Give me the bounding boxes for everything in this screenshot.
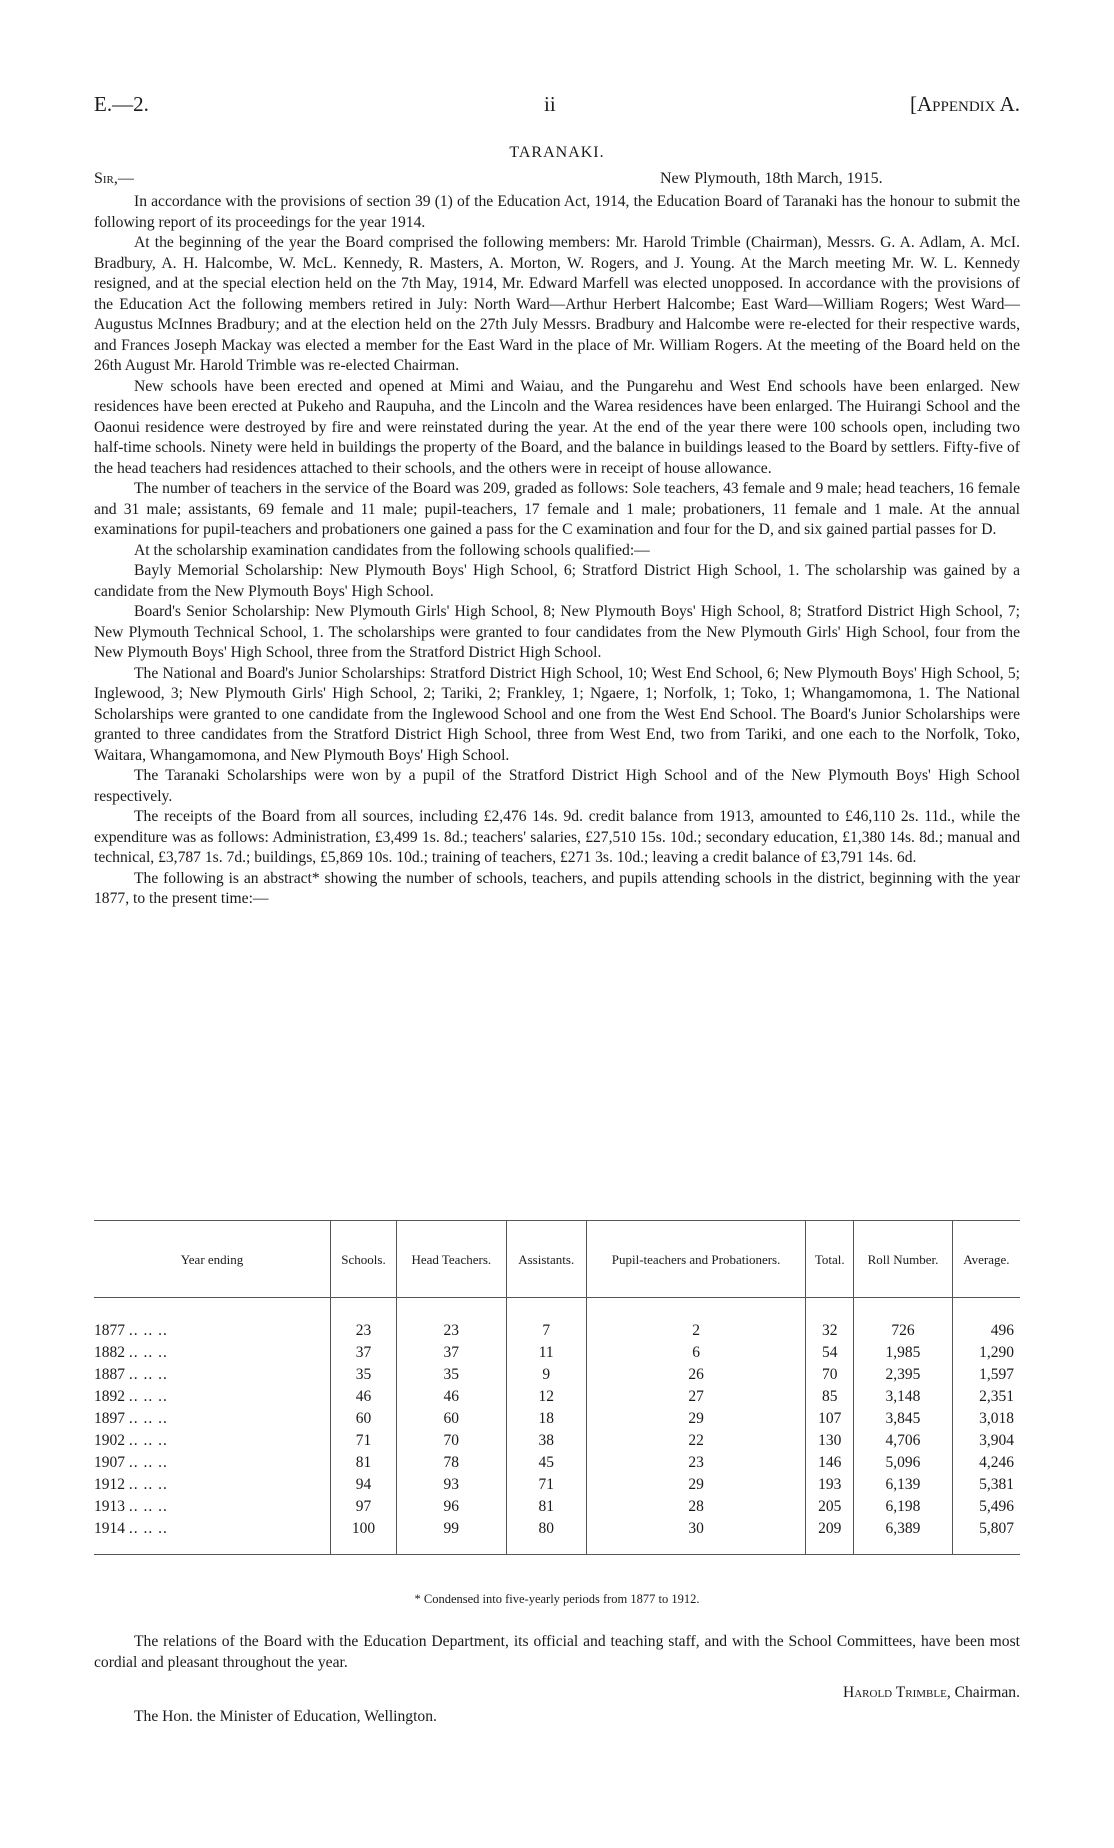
cell-head-teachers: 99 bbox=[397, 1518, 507, 1555]
cell-average: 5,807 bbox=[952, 1518, 1020, 1555]
cell-assistants: 9 bbox=[506, 1364, 586, 1386]
cell-pupil-teachers: 29 bbox=[586, 1408, 805, 1430]
cell-assistants: 45 bbox=[506, 1452, 586, 1474]
dot-leader: .. .. .. bbox=[128, 1520, 168, 1537]
cell-total: 193 bbox=[806, 1474, 854, 1496]
cell-roll-number: 6,198 bbox=[854, 1496, 953, 1518]
paragraph: At the scholarship examination candidates from the following schools qualified:— bbox=[134, 541, 650, 559]
statistics-table bbox=[94, 1220, 1020, 1555]
closing-paragraph bbox=[94, 1632, 1020, 1673]
table-row bbox=[94, 1408, 1020, 1430]
paragraph: The National and Board's Junior Scholarships: Stratford District High School, 10; West End School, 6; New Plymouth Boys' High School, 5; Inglewood, 3; New Plymouth Girls' High School, 2; Tariki, 2; Frankley, 1; Ngaere, 1; Norfolk, 1; Toko, 1; Whangamomona, 1. The National Scholarships were granted to one candidate from the Inglewood School and one from the West End School. The Board's Junior Scholarships were granted to three candidates from the Stratford District High School, three from West End, two from Tariki, and one each to the Norfolk, Toko, Waitara, Whangamomona, and New Plymouth Boys' High School. bbox=[94, 664, 1020, 764]
cell-total: 130 bbox=[806, 1430, 854, 1452]
cell-average: 1,597 bbox=[952, 1364, 1020, 1386]
running-header bbox=[94, 92, 1020, 122]
cell-head-teachers: 96 bbox=[397, 1496, 507, 1518]
signatory-role: , Chairman. bbox=[946, 1684, 1020, 1701]
table-row bbox=[94, 1298, 1020, 1343]
header-page-number: ii bbox=[544, 92, 556, 116]
cell-head-teachers: 60 bbox=[397, 1408, 507, 1430]
cell-average: 2,351 bbox=[952, 1386, 1020, 1408]
cell-roll-number: 6,139 bbox=[854, 1474, 953, 1496]
cell-year bbox=[94, 1408, 331, 1430]
cell-year bbox=[94, 1298, 331, 1343]
signatory-name: Harold Trimble bbox=[842, 1684, 947, 1701]
cell-schools: 97 bbox=[331, 1496, 397, 1518]
cell-schools: 35 bbox=[331, 1364, 397, 1386]
cell-average: 3,904 bbox=[952, 1430, 1020, 1452]
cell-pupil-teachers: 27 bbox=[586, 1386, 805, 1408]
header-report-code: E.—2. bbox=[94, 92, 149, 116]
cell-roll-number: 2,395 bbox=[854, 1364, 953, 1386]
cell-pupil-teachers: 23 bbox=[586, 1452, 805, 1474]
dot-leader: .. .. .. bbox=[128, 1476, 168, 1493]
cell-pupil-teachers: 2 bbox=[586, 1298, 805, 1343]
year-value: 1887 bbox=[94, 1366, 125, 1383]
dot-leader: .. .. .. bbox=[128, 1498, 168, 1515]
cell-total: 209 bbox=[806, 1518, 854, 1555]
cell-head-teachers: 78 bbox=[397, 1452, 507, 1474]
paragraph: New schools have been erected and opened at Mimi and Waiau, and the Pungarehu and West End schools have been enlarged. New residences have been erected at Pukeho and Raupuha, and the Lincoln and the Warea residences have been enlarged. The Huirangi School and the Oaonui residence were destroyed by fire and were reinstated during the year. At the end of the year there were 100 schools open, including two half-time schools. Ninety were held in buildings the property of the Board, and the balance in buildings leased to the Board by settlers. Fifty-five of the head teachers had residences attached to their schools, and the others were in receipt of house allowance. bbox=[94, 377, 1020, 477]
salutation: Sir,— bbox=[94, 170, 134, 187]
cell-pupil-teachers: 29 bbox=[586, 1474, 805, 1496]
cell-assistants: 11 bbox=[506, 1342, 586, 1364]
cell-roll-number: 4,706 bbox=[854, 1430, 953, 1452]
table-body bbox=[94, 1298, 1020, 1555]
year-value: 1912 bbox=[94, 1476, 125, 1493]
cell-roll-number: 3,148 bbox=[854, 1386, 953, 1408]
col-header-average: Average. bbox=[952, 1221, 1020, 1298]
cell-average: 5,381 bbox=[952, 1474, 1020, 1496]
col-header-roll-number: Roll Number. bbox=[854, 1221, 953, 1298]
report-body bbox=[94, 192, 1020, 910]
cell-schools: 71 bbox=[331, 1430, 397, 1452]
cell-assistants: 71 bbox=[506, 1474, 586, 1496]
col-header-head-teachers: Head Teachers. bbox=[397, 1221, 507, 1298]
cell-schools: 100 bbox=[331, 1518, 397, 1555]
table-row bbox=[94, 1342, 1020, 1364]
col-header-assistants: Assistants. bbox=[506, 1221, 586, 1298]
cell-total: 85 bbox=[806, 1386, 854, 1408]
table-row bbox=[94, 1452, 1020, 1474]
cell-year bbox=[94, 1430, 331, 1452]
dot-leader: .. .. .. bbox=[128, 1410, 168, 1427]
cell-average: 5,496 bbox=[952, 1496, 1020, 1518]
cell-schools: 60 bbox=[331, 1408, 397, 1430]
cell-roll-number: 5,096 bbox=[854, 1452, 953, 1474]
paragraph: Board's Senior Scholarship: New Plymouth Girls' High School, 8; New Plymouth Boys' High School, 8; Stratford District High School, 7; New Plymouth Technical School, 1. The scholarships were granted to four candidates from the New Plymouth Girls' High School, four from the New Plymouth Boys' High School, three from the Stratford District High School. bbox=[94, 603, 1020, 661]
dot-leader: .. .. .. bbox=[128, 1454, 168, 1471]
col-header-total: Total. bbox=[806, 1221, 854, 1298]
table-row bbox=[94, 1496, 1020, 1518]
cell-year bbox=[94, 1386, 331, 1408]
year-value: 1892 bbox=[94, 1388, 125, 1405]
paragraph: The relations of the Board with the Education Department, its official and teaching staff, and with the School Committees, have been most cordial and pleasant throughout the year. bbox=[94, 1633, 1020, 1671]
cell-assistants: 7 bbox=[506, 1298, 586, 1343]
cell-year bbox=[94, 1364, 331, 1386]
year-value: 1907 bbox=[94, 1454, 125, 1471]
dot-leader: .. .. .. bbox=[128, 1322, 168, 1339]
paragraph: The Taranaki Scholarships were won by a pupil of the Stratford District High School and of the New Plymouth Boys' High School respectively. bbox=[94, 767, 1020, 805]
cell-total: 54 bbox=[806, 1342, 854, 1364]
table-row bbox=[94, 1518, 1020, 1555]
addressee: The Hon. the Minister of Education, Wellington. bbox=[134, 1708, 437, 1725]
cell-assistants: 81 bbox=[506, 1496, 586, 1518]
year-value: 1913 bbox=[94, 1498, 125, 1515]
table-row bbox=[94, 1364, 1020, 1386]
paragraph: At the beginning of the year the Board comprised the following members: Mr. Harold Trimble (Chairman), Messrs. G. A. Adlam, A. McI. Bradbury, A. H. Halcombe, W. McL. Kennedy, R. Masters, A. Morton, W. Rogers, and J. Young. At the March meeting Mr. W. L. Kennedy resigned, and at the special election held on the 7th May, 1914, Mr. Edward Marfell was elected unopposed. In accordance with the provisions of the Education Act the following members retired in July: North Ward—Arthur Herbert Halcombe; East Ward—William Rogers; West Ward—Augustus McInnes Bradbury; and at the election held on the 27th July Messrs. Bradbury and Halcombe were re-elected for their respective wards, and Frances Joseph Mackay was elected a member for the East Ward in the place of Mr. William Rogers. At the meeting of the Board held on the 26th August Mr. Harold Trimble was re-elected Chairman. bbox=[94, 234, 1020, 374]
cell-roll-number: 3,845 bbox=[854, 1408, 953, 1430]
cell-head-teachers: 37 bbox=[397, 1342, 507, 1364]
cell-total: 107 bbox=[806, 1408, 854, 1430]
year-value: 1882 bbox=[94, 1344, 125, 1361]
cell-schools: 81 bbox=[331, 1452, 397, 1474]
cell-roll-number: 1,985 bbox=[854, 1342, 953, 1364]
col-header-year: Year ending bbox=[94, 1221, 331, 1298]
cell-year bbox=[94, 1474, 331, 1496]
paragraph: The number of teachers in the service of the Board was 209, graded as follows: Sole teachers, 43 female and 9 male; head teachers, 16 female and 31 male; assistants, 69 female and 11 male; pupil-teachers, 17 female and 1 male; probationers, 11 female and 1 male. At the annual examinations for pupil-teachers and probationers one gained a pass for the C examination and four for the D, and six gained partial passes for D. bbox=[94, 480, 1020, 538]
cell-average: 496 bbox=[952, 1298, 1020, 1343]
cell-assistants: 80 bbox=[506, 1518, 586, 1555]
year-value: 1877 bbox=[94, 1322, 125, 1339]
year-value: 1897 bbox=[94, 1410, 125, 1427]
cell-assistants: 18 bbox=[506, 1408, 586, 1430]
cell-pupil-teachers: 6 bbox=[586, 1342, 805, 1364]
cell-assistants: 38 bbox=[506, 1430, 586, 1452]
table-footnote: * Condensed into five-yearly periods from 1877 to 1912. bbox=[414, 1592, 700, 1606]
cell-average: 1,290 bbox=[952, 1342, 1020, 1364]
table-row bbox=[94, 1474, 1020, 1496]
cell-head-teachers: 23 bbox=[397, 1298, 507, 1343]
cell-year bbox=[94, 1342, 331, 1364]
signature bbox=[843, 1684, 1020, 1702]
cell-schools: 94 bbox=[331, 1474, 397, 1496]
dot-leader: .. .. .. bbox=[128, 1388, 168, 1405]
dateline: New Plymouth, 18th March, 1915. bbox=[660, 170, 883, 187]
cell-total: 205 bbox=[806, 1496, 854, 1518]
year-value: 1902 bbox=[94, 1432, 125, 1449]
statistics-table-wrapper bbox=[94, 1220, 1020, 1555]
cell-head-teachers: 93 bbox=[397, 1474, 507, 1496]
cell-pupil-teachers: 30 bbox=[586, 1518, 805, 1555]
dot-leader: .. .. .. bbox=[128, 1344, 168, 1361]
cell-total: 146 bbox=[806, 1452, 854, 1474]
cell-year bbox=[94, 1518, 331, 1555]
paragraph: Bayly Memorial Scholarship: New Plymouth Boys' High School, 6; Stratford District High School, 1. The scholarship was gained by a candidate from the New Plymouth Boys' High School. bbox=[94, 562, 1020, 600]
table-row bbox=[94, 1430, 1020, 1452]
cell-total: 70 bbox=[806, 1364, 854, 1386]
cell-assistants: 12 bbox=[506, 1386, 586, 1408]
cell-average: 4,246 bbox=[952, 1452, 1020, 1474]
paragraph: The receipts of the Board from all sources, including £2,476 14s. 9d. credit balance from 1913, amounted to £46,110 2s. 11d., while the expenditure was as follows: Administration, £3,499 1s. 8d.; teachers' salaries, £27,510 15s. 10d.; secondary education, £1,380 14s. 8d.; manual and technical, £3,787 1s. 7d.; buildings, £5,869 10s. 10d.; training of teachers, £271 3s. 10d.; leaving a credit balance of £3,791 14s. 6d. bbox=[94, 808, 1020, 866]
cell-head-teachers: 70 bbox=[397, 1430, 507, 1452]
cell-head-teachers: 35 bbox=[397, 1364, 507, 1386]
cell-year bbox=[94, 1496, 331, 1518]
cell-total: 32 bbox=[806, 1298, 854, 1343]
table-row bbox=[94, 1386, 1020, 1408]
cell-pupil-teachers: 28 bbox=[586, 1496, 805, 1518]
col-header-pupil-teachers: Pupil-teachers and Probationers. bbox=[586, 1221, 805, 1298]
dot-leader: .. .. .. bbox=[128, 1366, 168, 1383]
cell-schools: 23 bbox=[331, 1298, 397, 1343]
col-header-schools: Schools. bbox=[331, 1221, 397, 1298]
cell-pupil-teachers: 22 bbox=[586, 1430, 805, 1452]
cell-pupil-teachers: 26 bbox=[586, 1364, 805, 1386]
table-header-row bbox=[94, 1221, 1020, 1298]
cell-roll-number: 726 bbox=[854, 1298, 953, 1343]
cell-roll-number: 6,389 bbox=[854, 1518, 953, 1555]
cell-schools: 46 bbox=[331, 1386, 397, 1408]
header-appendix: [Appendix A. bbox=[909, 92, 1020, 116]
year-value: 1914 bbox=[94, 1520, 125, 1537]
cell-schools: 37 bbox=[331, 1342, 397, 1364]
section-title: TARANAKI. bbox=[509, 144, 605, 161]
paragraph: In accordance with the provisions of section 39 (1) of the Education Act, 1914, the Education Board of Taranaki has the honour to submit the following report of its proceedings for the year 1914. bbox=[94, 193, 1020, 231]
dot-leader: .. .. .. bbox=[128, 1432, 168, 1449]
cell-head-teachers: 46 bbox=[397, 1386, 507, 1408]
paragraph: The following is an abstract* showing the number of schools, teachers, and pupils attending schools in the district, beginning with the year 1877, to the present time:— bbox=[94, 869, 1020, 907]
cell-average: 3,018 bbox=[952, 1408, 1020, 1430]
cell-year bbox=[94, 1452, 331, 1474]
